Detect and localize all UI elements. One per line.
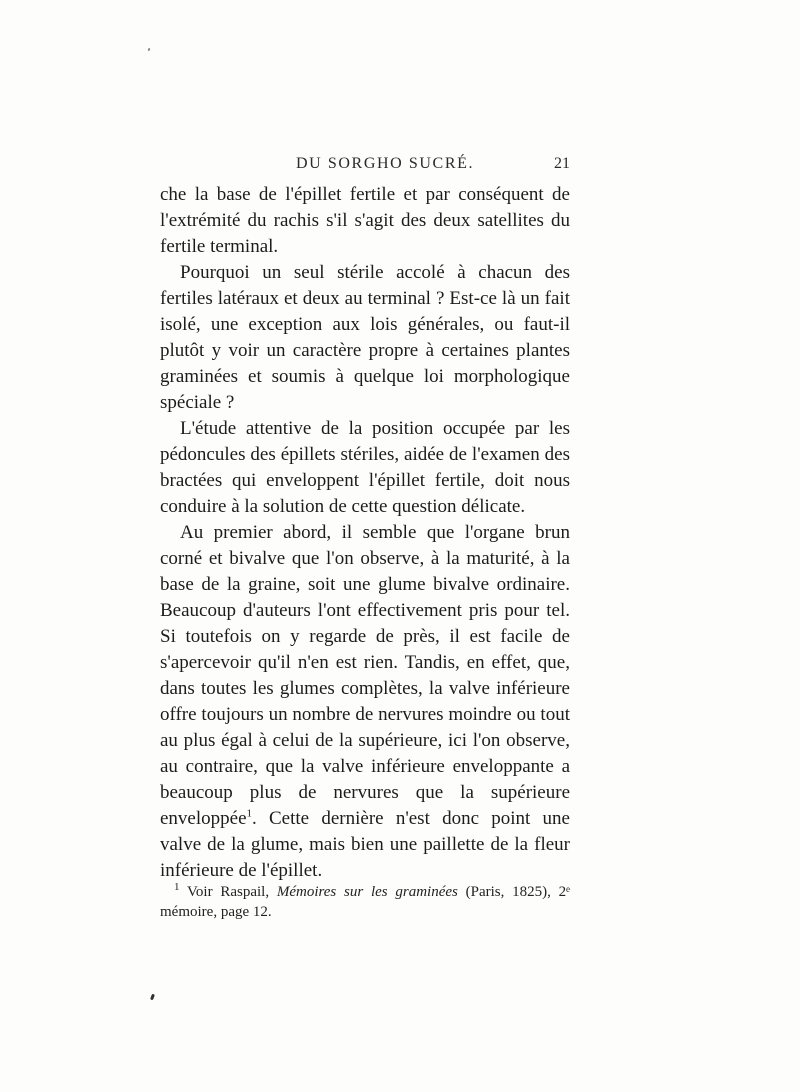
paragraph-question: Pourquoi un seul stérile accolé à chacun des fertiles latéraux et deux au terminal ? Est-ce là un fait isolé, une exception aux lois générales, ou faut-il plutôt y voir un caractère propre à certaines plantes graminées et soumis à quelque loi morphologique spéciale ? [160, 262, 570, 413]
paper-speck [148, 48, 151, 52]
paragraph-first-glance [160, 520, 570, 884]
paragraph-text-after-note: . Cette dernière n'est donc point une valve de la glume, mais bien une paillette de la fleur inférieure de l'épillet. [160, 808, 570, 881]
paragraph-study: L'étude attentive de la position occupée par les pédoncules des épillets stériles, aidée de l'examen des bractées qui enveloppent l'épillet fertile, doit nous conduire à la solution de cette question délicate. [160, 418, 570, 517]
page-header [160, 155, 570, 181]
paragraph-continuation: che la base de l'épillet fertile et par conséquent de l'extrémité du rachis s'il s'agit des deux satellites du fertile terminal. [160, 184, 570, 257]
body-text [160, 182, 570, 884]
footnote-prefix: Voir Raspail, [187, 884, 277, 900]
running-title: DU SORGHO SUCRÉ. [296, 155, 475, 172]
paragraph-text-before-note: Au premier abord, il semble que l'organe brun corné et bivalve que l'on observe, à la maturité, à la base de la graine, soit une glume bivalve ordinaire. Beaucoup d'auteurs l'ont effectivement pris pour tel. Si toutefois on y regarde de près, il est facile de s'apercevoir qu'il n'en est rien. Tandis, en effet, que, dans toutes les glumes complètes, la valve inférieure offre toujours un nombre de nervures moindre ou tout au plus égal à celui de la supérieure, ici l'on observe, au contraire, que la valve inférieure enveloppante a beaucoup plus de nervures que la supérieure enveloppée [160, 522, 570, 829]
ink-speck [150, 994, 155, 1001]
footnote-suffix: (Paris, 1825), 2ᵉ mémoire, page 12. [160, 884, 570, 920]
page-number: 21 [554, 155, 570, 172]
footnote-cited-title: Mémoires sur les graminées [276, 884, 458, 900]
footnote-reference: 1 [246, 807, 253, 820]
footnote-marker: 1 [174, 881, 180, 893]
footnote [160, 882, 570, 922]
